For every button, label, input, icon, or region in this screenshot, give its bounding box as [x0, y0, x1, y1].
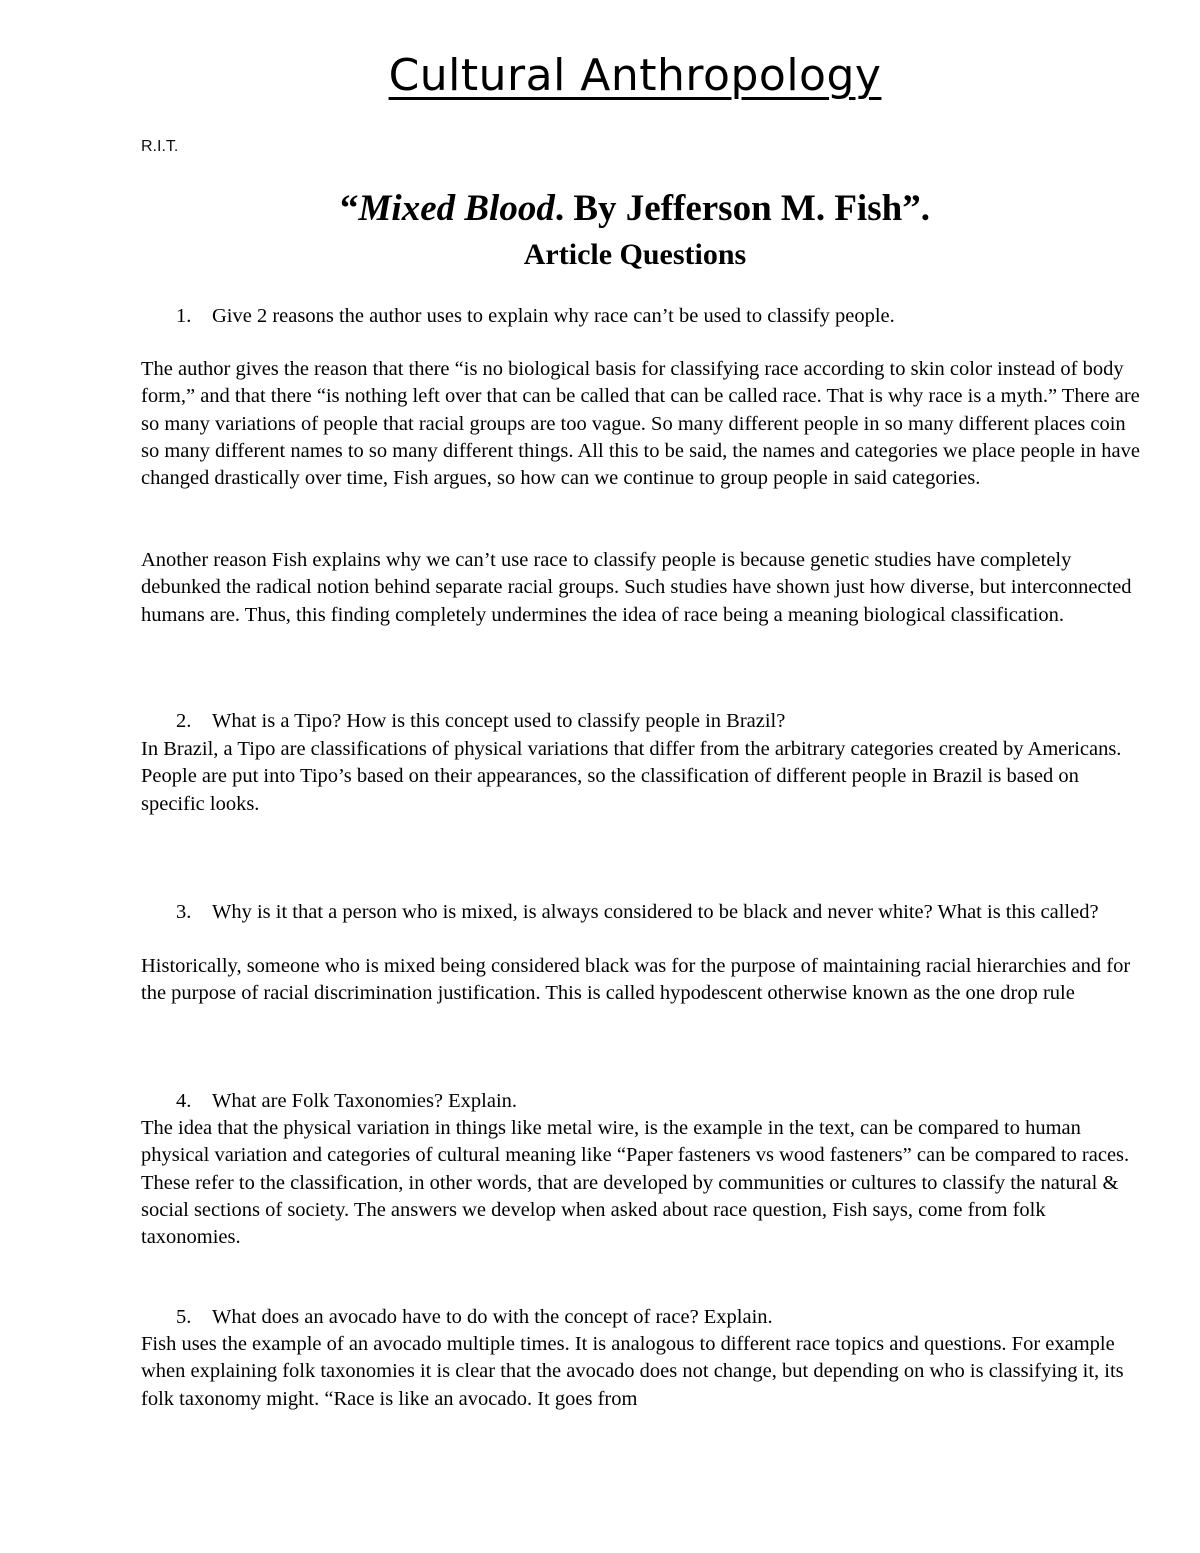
question-text: What does an avocado have to do with the concept of race? Explain.: [212, 1306, 773, 1328]
question-2: [176, 708, 1136, 735]
document-title: Cultural Anthropology: [388, 50, 882, 101]
question-5: [176, 1304, 1136, 1331]
question-number: 5.: [176, 1306, 192, 1328]
opening-quote: “: [340, 188, 359, 229]
answer-1-paragraph-1: The author gives the reason that there “is no biological basis for classifying race according to skin color instead of body form,” and that there “is nothing left over that can be called that can be called race. That is why race is a myth.” There are so many variations of people that racial groups are too vague. So many different people in so many different places coin so many different names to so many different things. All this to be said, the names and categories we place people in have changed drastically over time, Fish argues, so how can we continue to group people in said categories.: [141, 358, 1140, 490]
answer-4: The idea that the physical variation in things like metal wire, is the example in the text, can be compared to human physical variation and categories of cultural meaning like “Paper fasteners vs wood fasteners” can be compared to races. These refer to the classification, in other words, that are developed by communities or cultures to classify the natural & social sections of society. The answers we develop when asked about race question, Fish says, come from folk taxonomies.: [141, 1117, 1130, 1249]
article-title: [0, 186, 1200, 232]
question-1: [176, 303, 1136, 330]
answer-1-paragraph-2: Another reason Fish explains why we can’t use race to classify people is because genetic studies have completely debunked the radical notion behind separate racial groups. Such studies have shown just how diverse, but interconnected humans are. Thus, this finding completely undermines the idea of race being a meaning biological classification.: [141, 549, 1132, 626]
question-number: 4.: [176, 1090, 192, 1112]
article-title-rest: . By Jefferson M. Fish”.: [554, 188, 930, 229]
question-text: What are Folk Taxonomies? Explain.: [212, 1090, 518, 1112]
answer-5: Fish uses the example of an avocado multiple times. It is analogous to different race topics and questions. For example when explaining folk taxonomies it is clear that the avocado does not change, but depending on who is classifying it, its folk taxonomy might. “Race is like an avocado. It goes from: [141, 1333, 1124, 1410]
article-title-italic: Mixed Blood: [358, 188, 555, 229]
answer-2: In Brazil, a Tipo are classifications of physical variations that differ from the arbitrary categories created by Americans. People are put into Tipo’s based on their appearances, so the classification of different people in Brazil is based on specific looks.: [141, 738, 1122, 815]
question-text: Why is it that a person who is mixed, is always considered to be black and never white? What is this called?: [212, 901, 1099, 923]
answer-3: Historically, someone who is mixed being considered black was for the purpose of maintaining racial hierarchies and for the purpose of racial discrimination justification. This is called hypodescent otherwise known as the one drop rule: [141, 955, 1131, 1005]
article-subtitle: Article Questions: [523, 238, 747, 271]
question-number: 3.: [176, 901, 192, 923]
question-number: 2.: [176, 710, 192, 732]
question-3: [176, 899, 1136, 926]
question-text: What is a Tipo? How is this concept used to classify people in Brazil?: [212, 710, 786, 732]
question-number: 1.: [176, 305, 192, 327]
question-text: Give 2 reasons the author uses to explain why race can’t be used to classify people.: [212, 305, 895, 327]
school-label: R.I.T.: [141, 138, 179, 155]
question-4: [176, 1088, 1136, 1115]
